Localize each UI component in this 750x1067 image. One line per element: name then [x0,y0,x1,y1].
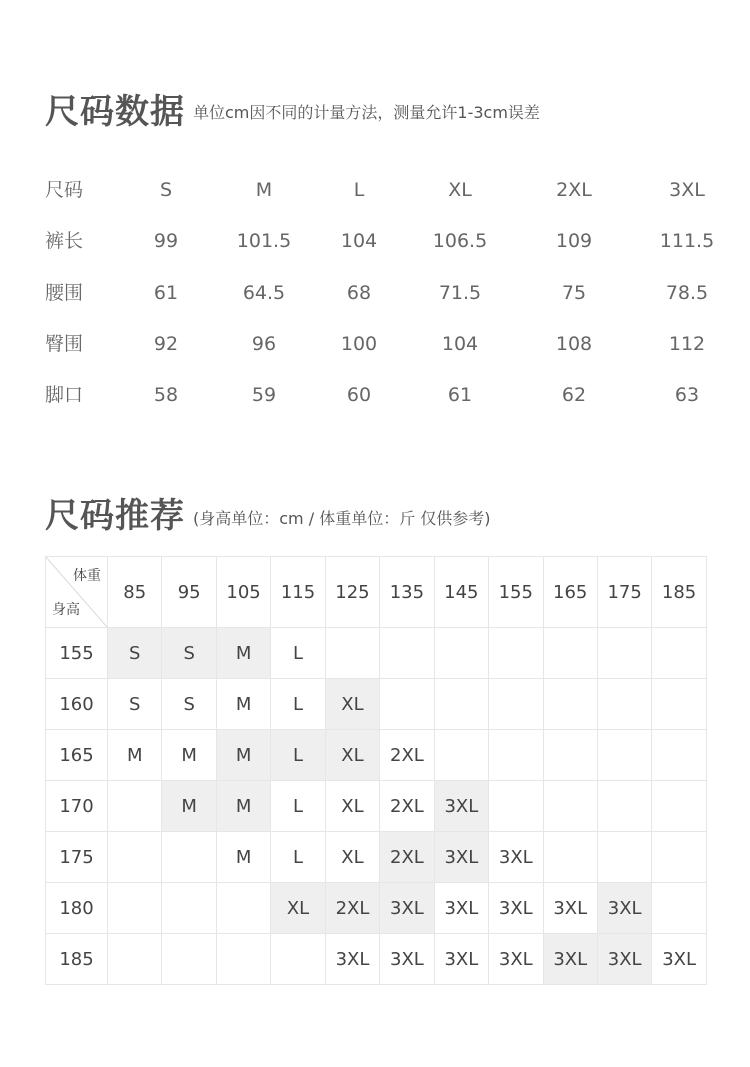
size-data-row-label: 尺码 [45,179,84,201]
recommend-size-cell [597,679,651,730]
size-data-cell: 100 [340,332,378,355]
recommend-size-cell: 3XL [380,934,434,985]
size-data-cell: 3XL [669,179,705,201]
size-data-cell: 104 [441,332,479,355]
weight-header-cell: 155 [489,557,543,628]
recommend-size-cell: M [108,730,162,781]
recommend-size-cell [489,679,543,730]
corner-weight-label: 体重 [73,568,101,584]
recommend-size-cell [108,781,162,832]
size-data-cell: 104 [340,230,378,253]
recommend-size-cell [380,628,434,679]
recommend-size-cell [543,832,597,883]
size-data-cell: 61 [153,281,179,304]
size-data-row-label: 脚口 [45,384,84,407]
recommend-size-cell [652,883,706,934]
size-data-row [45,165,725,216]
recommend-size-cell [271,934,325,985]
recommend-size-cell: L [271,832,325,883]
size-data-cell: 111.5 [659,230,715,253]
recommend-size-cell: XL [325,781,379,832]
height-header-cell: 180 [46,883,108,934]
recommend-size-cell: 3XL [434,832,488,883]
weight-header-cell: 145 [434,557,488,628]
recommend-size-cell: L [271,628,325,679]
recommend-size-cell: 3XL [652,934,706,985]
size-data-cell: 60 [346,384,372,407]
recommend-size-cell: 3XL [434,883,488,934]
size-data-cell: 59 [251,384,277,407]
recommend-size-cell [543,628,597,679]
size-data-row-label: 臀围 [45,332,84,355]
recommend-size-cell: 3XL [543,934,597,985]
size-data-cell: 61 [447,384,473,407]
weight-header-cell: 175 [597,557,651,628]
recommend-size-cell [108,934,162,985]
size-data-table [45,165,725,421]
size-data-cell: 96 [251,332,277,355]
recommend-size-cell: 3XL [489,934,543,985]
recommend-row [46,679,707,730]
size-data-cell: 112 [668,332,706,355]
recommend-size-cell: M [216,832,270,883]
recommend-row [46,832,707,883]
recommend-size-cell [652,679,706,730]
size-data-cell: M [255,179,273,201]
recommend-size-cell [597,730,651,781]
recommend-size-cell [543,781,597,832]
recommend-row [46,934,707,985]
recommend-size-cell: 3XL [489,832,543,883]
size-data-cell: S [159,179,173,201]
size-recommend-table [45,556,707,985]
recommend-size-cell [162,832,216,883]
recommend-size-cell [108,832,162,883]
height-header-cell: 175 [46,832,108,883]
recommend-size-cell: M [216,679,270,730]
weight-header-cell: 105 [216,557,270,628]
size-data-row [45,370,725,421]
size-data-cell: L [353,179,365,201]
recommend-size-cell [108,883,162,934]
recommend-size-cell [652,628,706,679]
weight-header-cell: 115 [271,557,325,628]
recommend-size-cell: 3XL [597,934,651,985]
weight-header-cell: 85 [108,557,162,628]
recommend-size-cell: S [108,628,162,679]
height-header-cell: 155 [46,628,108,679]
recommend-size-cell [652,832,706,883]
recommend-size-cell: L [271,781,325,832]
recommend-size-cell: S [108,679,162,730]
size-data-cell: 64.5 [242,281,286,304]
size-recommend-subtitle: (身高单位：cm / 体重单位：斤 仅供参考) [193,509,491,528]
recommend-size-cell [162,934,216,985]
height-header-cell: 160 [46,679,108,730]
recommend-size-cell [543,679,597,730]
recommend-size-cell [434,628,488,679]
size-data-row-label: 腰围 [45,281,84,304]
recommend-row [46,730,707,781]
height-header-cell: 185 [46,934,108,985]
recommend-size-cell: 2XL [380,832,434,883]
recommend-size-cell: 3XL [543,883,597,934]
size-data-row [45,319,725,370]
recommend-size-cell [597,832,651,883]
size-data-subtitle: 单位cm因不同的计量方法，测量允许1-3cm误差 [193,103,540,122]
recommend-size-cell [489,781,543,832]
recommend-size-cell [597,628,651,679]
size-data-cell: 106.5 [432,230,488,253]
size-data-cell: 68 [346,281,372,304]
size-data-cell: 2XL [556,179,592,201]
recommend-size-cell: 2XL [380,781,434,832]
size-data-cell: XL [448,179,472,201]
recommend-size-cell: 3XL [489,883,543,934]
recommend-size-cell: XL [271,883,325,934]
recommend-size-cell: 3XL [434,934,488,985]
recommend-row [46,628,707,679]
weight-header-cell: 125 [325,557,379,628]
recommend-size-cell: 3XL [434,781,488,832]
size-data-cell: 109 [555,230,593,253]
size-data-cell: 75 [561,281,587,304]
recommend-size-cell: 3XL [597,883,651,934]
recommend-size-cell: M [216,730,270,781]
recommend-size-cell [597,781,651,832]
size-data-cell: 63 [674,384,700,407]
recommend-row [46,781,707,832]
weight-header-cell: 95 [162,557,216,628]
recommend-size-cell: XL [325,679,379,730]
size-data-cell: 92 [153,332,179,355]
size-data-row [45,268,725,319]
recommend-size-cell [543,730,597,781]
size-data-cell: 71.5 [438,281,482,304]
height-header-cell: 165 [46,730,108,781]
weight-header-cell: 165 [543,557,597,628]
recommend-size-cell: L [271,730,325,781]
recommend-size-cell: M [216,781,270,832]
recommend-size-cell [434,679,488,730]
recommend-size-cell: L [271,679,325,730]
recommend-size-cell [489,730,543,781]
recommend-size-cell [216,883,270,934]
height-header-cell: 170 [46,781,108,832]
recommend-size-cell [434,730,488,781]
recommend-size-cell: M [162,781,216,832]
recommend-size-cell [652,781,706,832]
recommend-size-cell: XL [325,730,379,781]
corner-cell [46,557,108,628]
recommend-size-cell [380,679,434,730]
recommend-size-cell: 2XL [325,883,379,934]
weight-header-cell: 185 [652,557,706,628]
recommend-header-row [46,557,707,628]
recommend-size-cell: 3XL [380,883,434,934]
recommend-size-cell [216,934,270,985]
recommend-size-cell: 3XL [325,934,379,985]
corner-height-label: 身高 [52,602,80,618]
size-data-cell: 99 [153,230,179,253]
weight-header-cell: 135 [380,557,434,628]
recommend-size-cell: M [162,730,216,781]
recommend-size-cell [162,883,216,934]
size-data-title: 尺码数据 [45,92,185,132]
recommend-size-cell: XL [325,832,379,883]
recommend-size-cell [652,730,706,781]
recommend-size-cell: M [216,628,270,679]
size-data-cell: 58 [153,384,179,407]
size-data-cell: 62 [561,384,587,407]
recommend-size-cell [489,628,543,679]
recommend-size-cell [325,628,379,679]
size-recommend-title: 尺码推荐 [45,496,185,536]
size-data-row [45,216,725,267]
size-data-cell: 108 [555,332,593,355]
size-data-cell: 78.5 [665,281,709,304]
recommend-row [46,883,707,934]
recommend-size-cell: S [162,628,216,679]
size-data-row-label: 裤长 [45,230,84,253]
size-data-cell: 101.5 [236,230,292,253]
recommend-size-cell: S [162,679,216,730]
recommend-size-cell: 2XL [380,730,434,781]
